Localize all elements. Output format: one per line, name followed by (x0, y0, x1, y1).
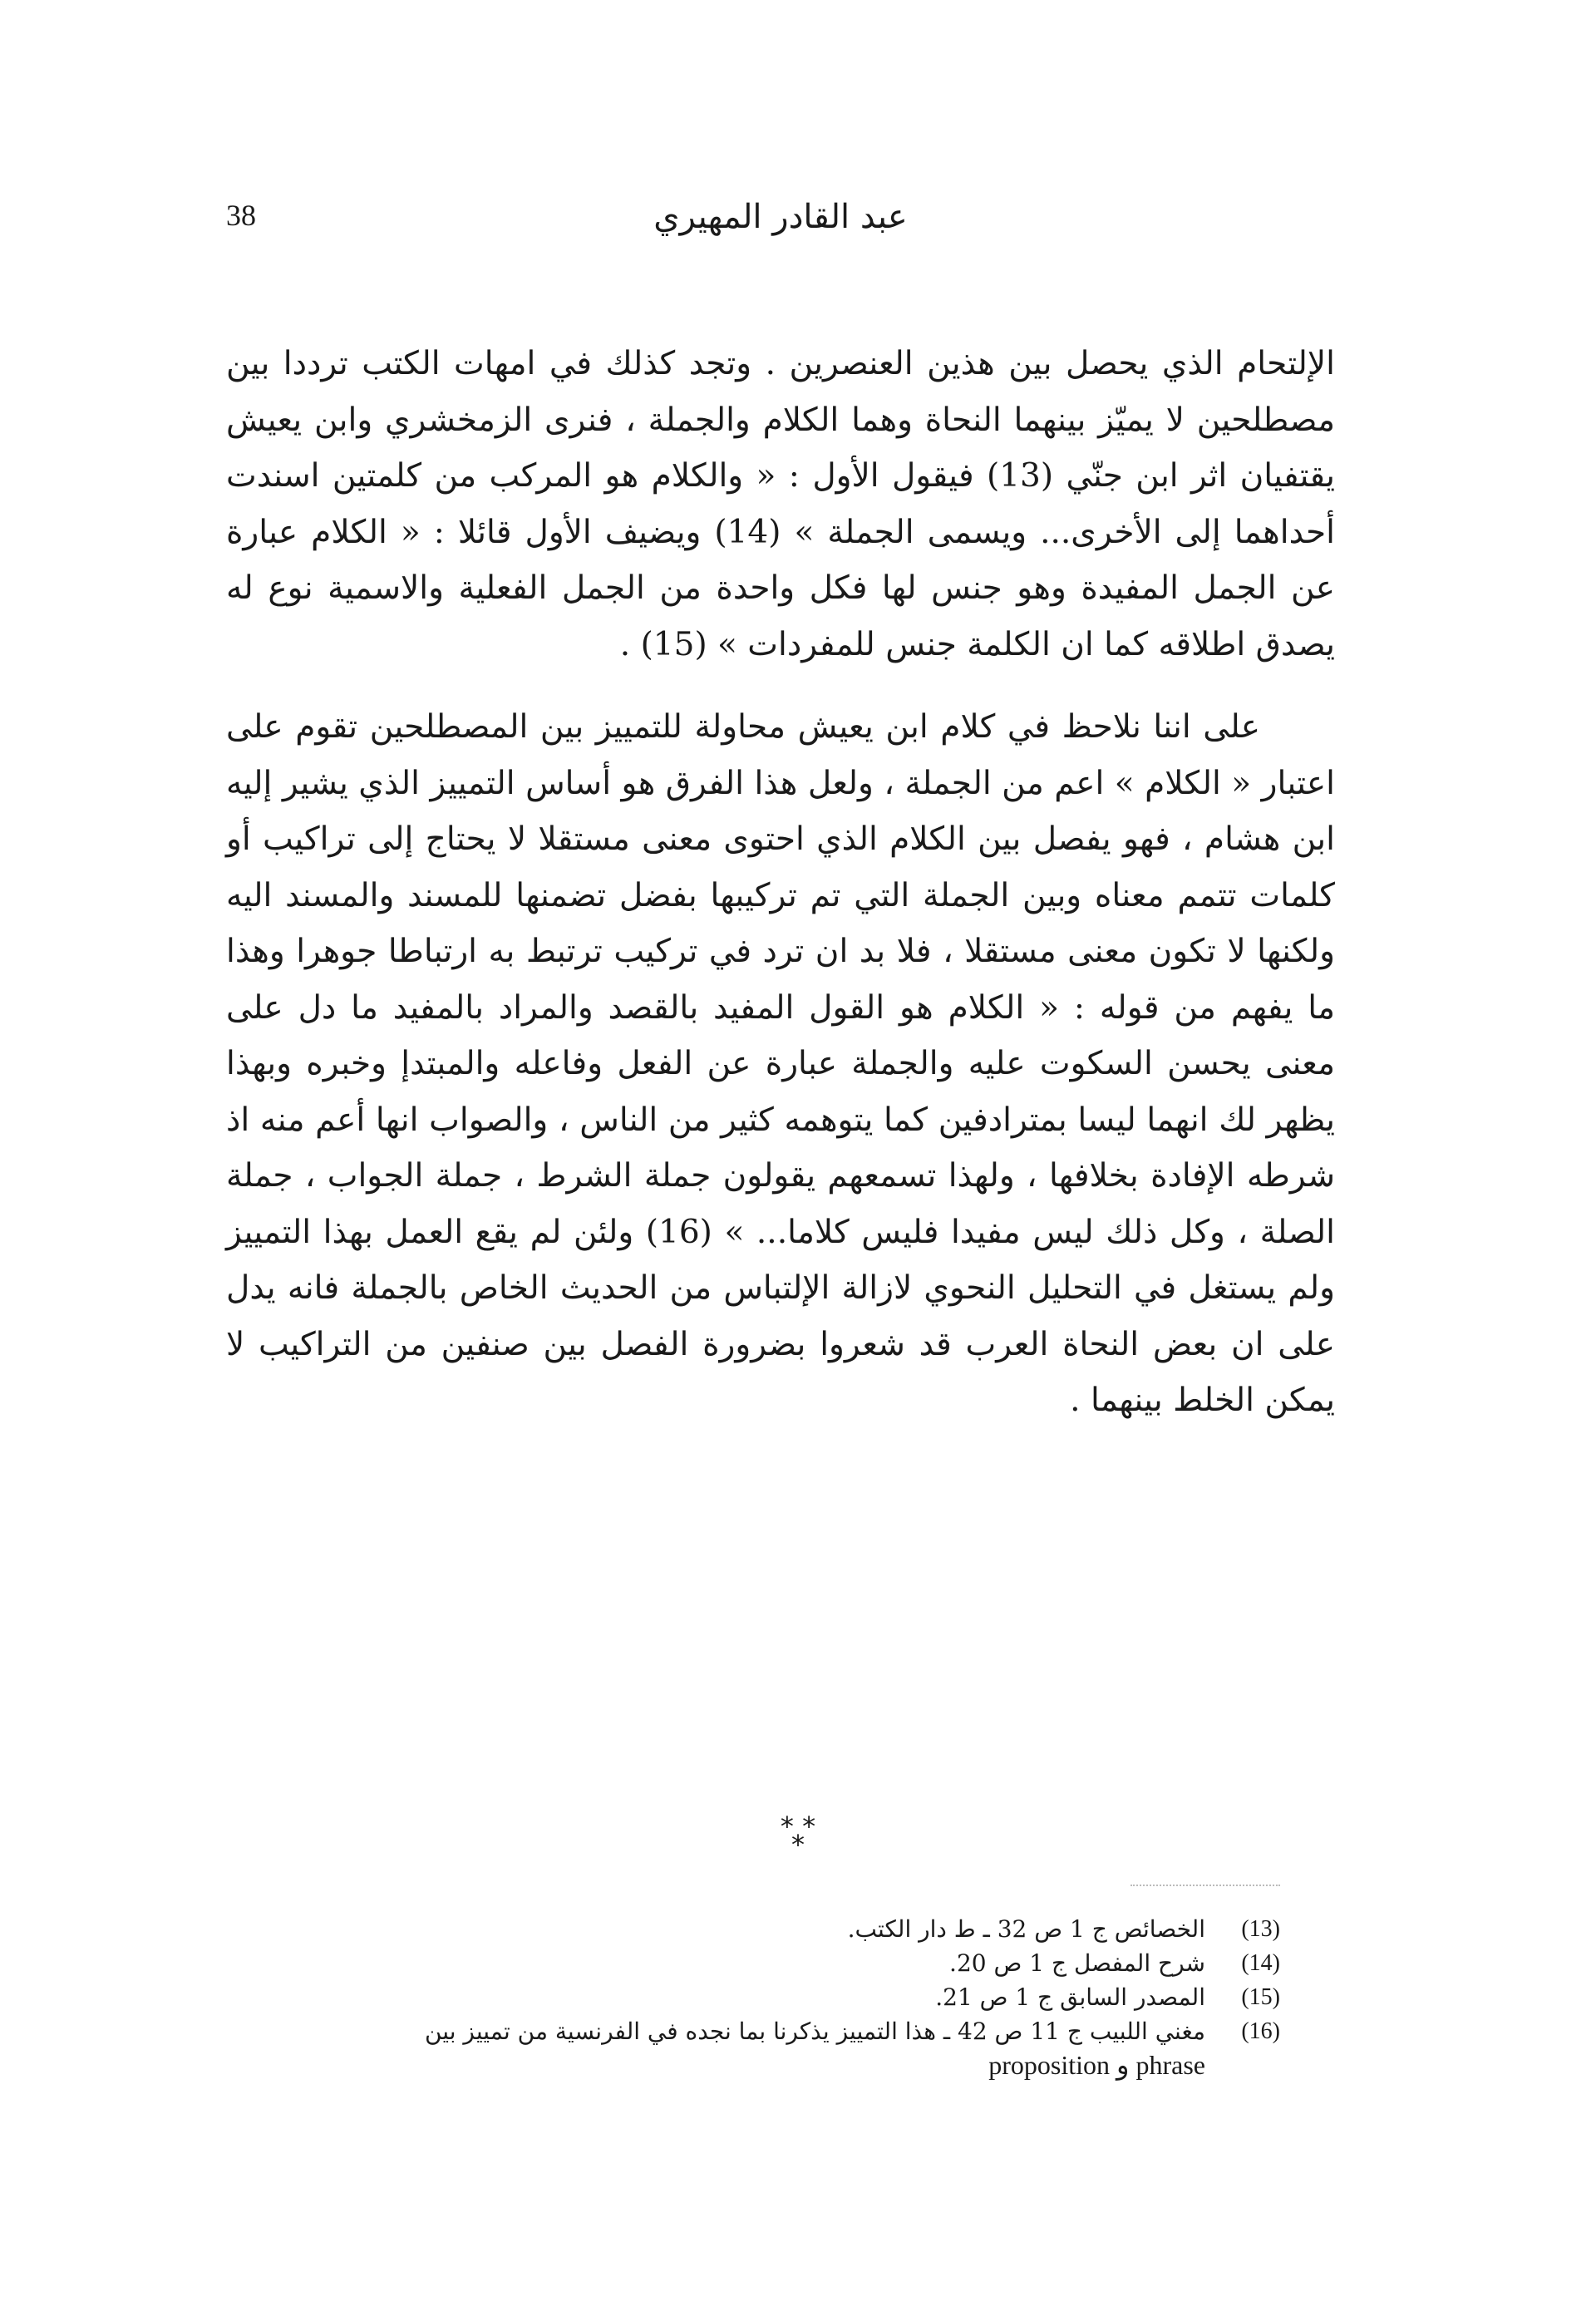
page-header (226, 198, 1335, 248)
footnote-13 (241, 1912, 1280, 1946)
footnote-text: الخصائص ج 1 ص 32 ـ ط دار الكتب. (847, 1915, 1205, 1943)
body-text (226, 336, 1335, 1429)
footnote-15 (241, 1980, 1280, 2014)
page-number: 38 (226, 199, 256, 232)
asterism: * * * (780, 1811, 816, 1860)
paragraph-1: الإلتحام الذي يحصل بين هذين العنصرين . وتجد كذلك في امهات الكتب ترددا بين مصطلحين لا يميّز بينهما النحاة وهما الكلام والجملة ، فنرى الزمخشري وابن يعيش يقتفيان اثر ابن جنّي (13) فيقول الأول : « والكلام هو المركب من كلمتين اسندت أحداهما إلى الأخرى... ويسمى الجملة » (14) ويضيف الأول قائلا : « الكلام عبارة عن الجمل المفيدة وهو جنس لها فكل واحدة من الجمل الفعلية والاسمية نوع له يصدق اطلاقه كما ان الكلمة جنس للمفردات » (15) . (226, 345, 1335, 663)
footnote-number: (16) (1241, 2018, 1280, 2044)
footnote-number: (14) (1241, 1950, 1280, 1976)
footnotes (241, 1912, 1280, 2082)
footnote-16 (241, 2014, 1280, 2082)
footnote-text: مغني اللبيب ج 11 ص 42 ـ هذا التمييز يذكرنا بما نجده في الفرنسية من تمييز بين (424, 2018, 1205, 2045)
footnote-number: (13) (1241, 1916, 1280, 1942)
footnote-text-continuation: phrase و proposition (988, 2050, 1205, 2080)
footnote-number: (15) (1241, 1984, 1280, 2010)
running-head: عبد القادر المهيري (653, 198, 908, 236)
footnote-text: المصدر السابق ج 1 ص 21. (935, 1983, 1205, 2011)
section-separator (0, 1811, 1596, 1860)
footnote-14 (241, 1946, 1280, 1980)
footnote-text-block (241, 2014, 1205, 2082)
footnote-divider (1130, 1885, 1280, 1886)
footnote-text: شرح المفصل ج 1 ص 20. (949, 1949, 1205, 1977)
paragraph-2: على اننا نلاحظ في كلام ابن يعيش محاولة للتمييز بين المصطلحين تقوم على اعتبار « الكلام » اعم من الجملة ، ولعل هذا الفرق هو أساس التمييز الذي يشير إليه ابن هشام ، فهو يفصل بين الكلام الذي احتوى معنى مستقلا لا يحتاج إلى تراكيب أو كلمات تتمم معناه وبين الجملة التي تم تركيبها بفضل تضمنها للمسند والمسند اليه ولكنها لا تكون معنى مستقلا ، فلا بد ان ترد في تركيب ترتبط به ارتباطا جوهرا وهذا ما يفهم من قوله : « الكلام هو القول المفيد بالقصد والمراد بالمفيد ما دل على معنى يحسن السكوت عليه والجملة عبارة عن الفعل وفاعله والمبتدإ وخبره وبهذا يظهر لك انهما ليسا بمترادفين كما يتوهمه كثير من الناس ، والصواب انها أعم منه اذ شرطه الإفادة بخلافها ، ولهذا تسمعهم يقولون جملة الشرط ، جملة الجواب ، جملة الصلة ، وكل ذلك ليس مفيدا فليس كلاما... » (16) ولئن لم يقع العمل بهذا التمييز ولم يستغل في التحليل النحوي لازالة الإلتباس من الحديث الخاص بالجملة فانه يدل على ان بعض النحاة العرب قد شعروا بضرورة الفصل بين صنفين من التراكيب لا يمكن الخلط بينهما . (226, 708, 1336, 1419)
